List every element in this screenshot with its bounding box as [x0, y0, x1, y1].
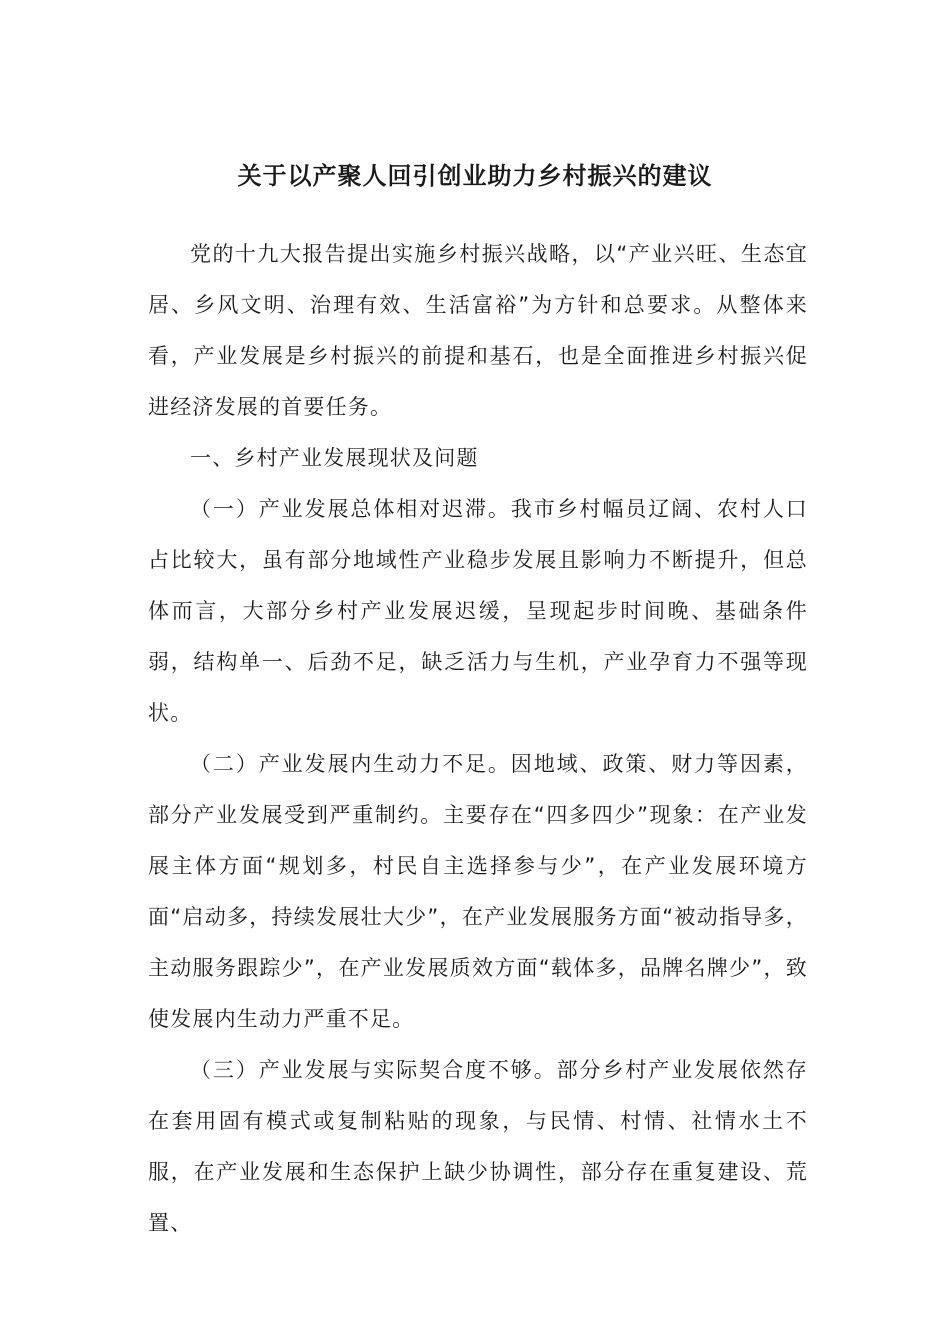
document-body: [148, 229, 808, 1249]
document-title: 关于以产聚人回引创业助力乡村振兴的建议: [237, 161, 713, 190]
paragraph-point-1: （一）产业发展总体相对迟滞。我市乡村幅员辽阔、农村人口占比较大，虽有部分地域性产业稳步发展且影响力不断提升，但总体而言，大部分乡村产业发展迟缓，呈现起步时间晚、基础条件弱，结构单一、后劲不足，缺乏活力与生机，产业孕育力不强等现状。: [148, 497, 808, 725]
paragraph-point-3: （三）产业发展与实际契合度不够。部分乡村产业发展依然存在套用固有模式或复制粘贴的现象，与民情、村情、社情水土不服，在产业发展和生态保护上缺少协调性，部分存在重复建设、荒置、: [148, 1058, 808, 1235]
paragraph-point-2: （二）产业发展内生动力不足。因地域、政策、财力等因素，部分产业发展受到严重制约。主要存在“四多四少”现象：在产业发展主体方面“规划多，村民自主选择参与少”，在产业发展环境方面“启动多，持续发展壮大少”，在产业发展服务方面“被动指导多，主动服务跟踪少”，在产业发展质效方面“载体多，品牌名牌少”，致使发展内生动力严重不足。: [148, 752, 808, 1031]
paragraph-intro: 党的十九大报告提出实施乡村振兴战略，以“产业兴旺、生态宜居、乡风文明、治理有效、生活富裕”为方针和总要求。从整体来看，产业发展是乡村振兴的前提和基石，也是全面推进乡村振兴促进经济发展的首要任务。: [148, 242, 808, 419]
section-heading-1: 一、乡村产业发展现状及问题: [190, 446, 479, 470]
